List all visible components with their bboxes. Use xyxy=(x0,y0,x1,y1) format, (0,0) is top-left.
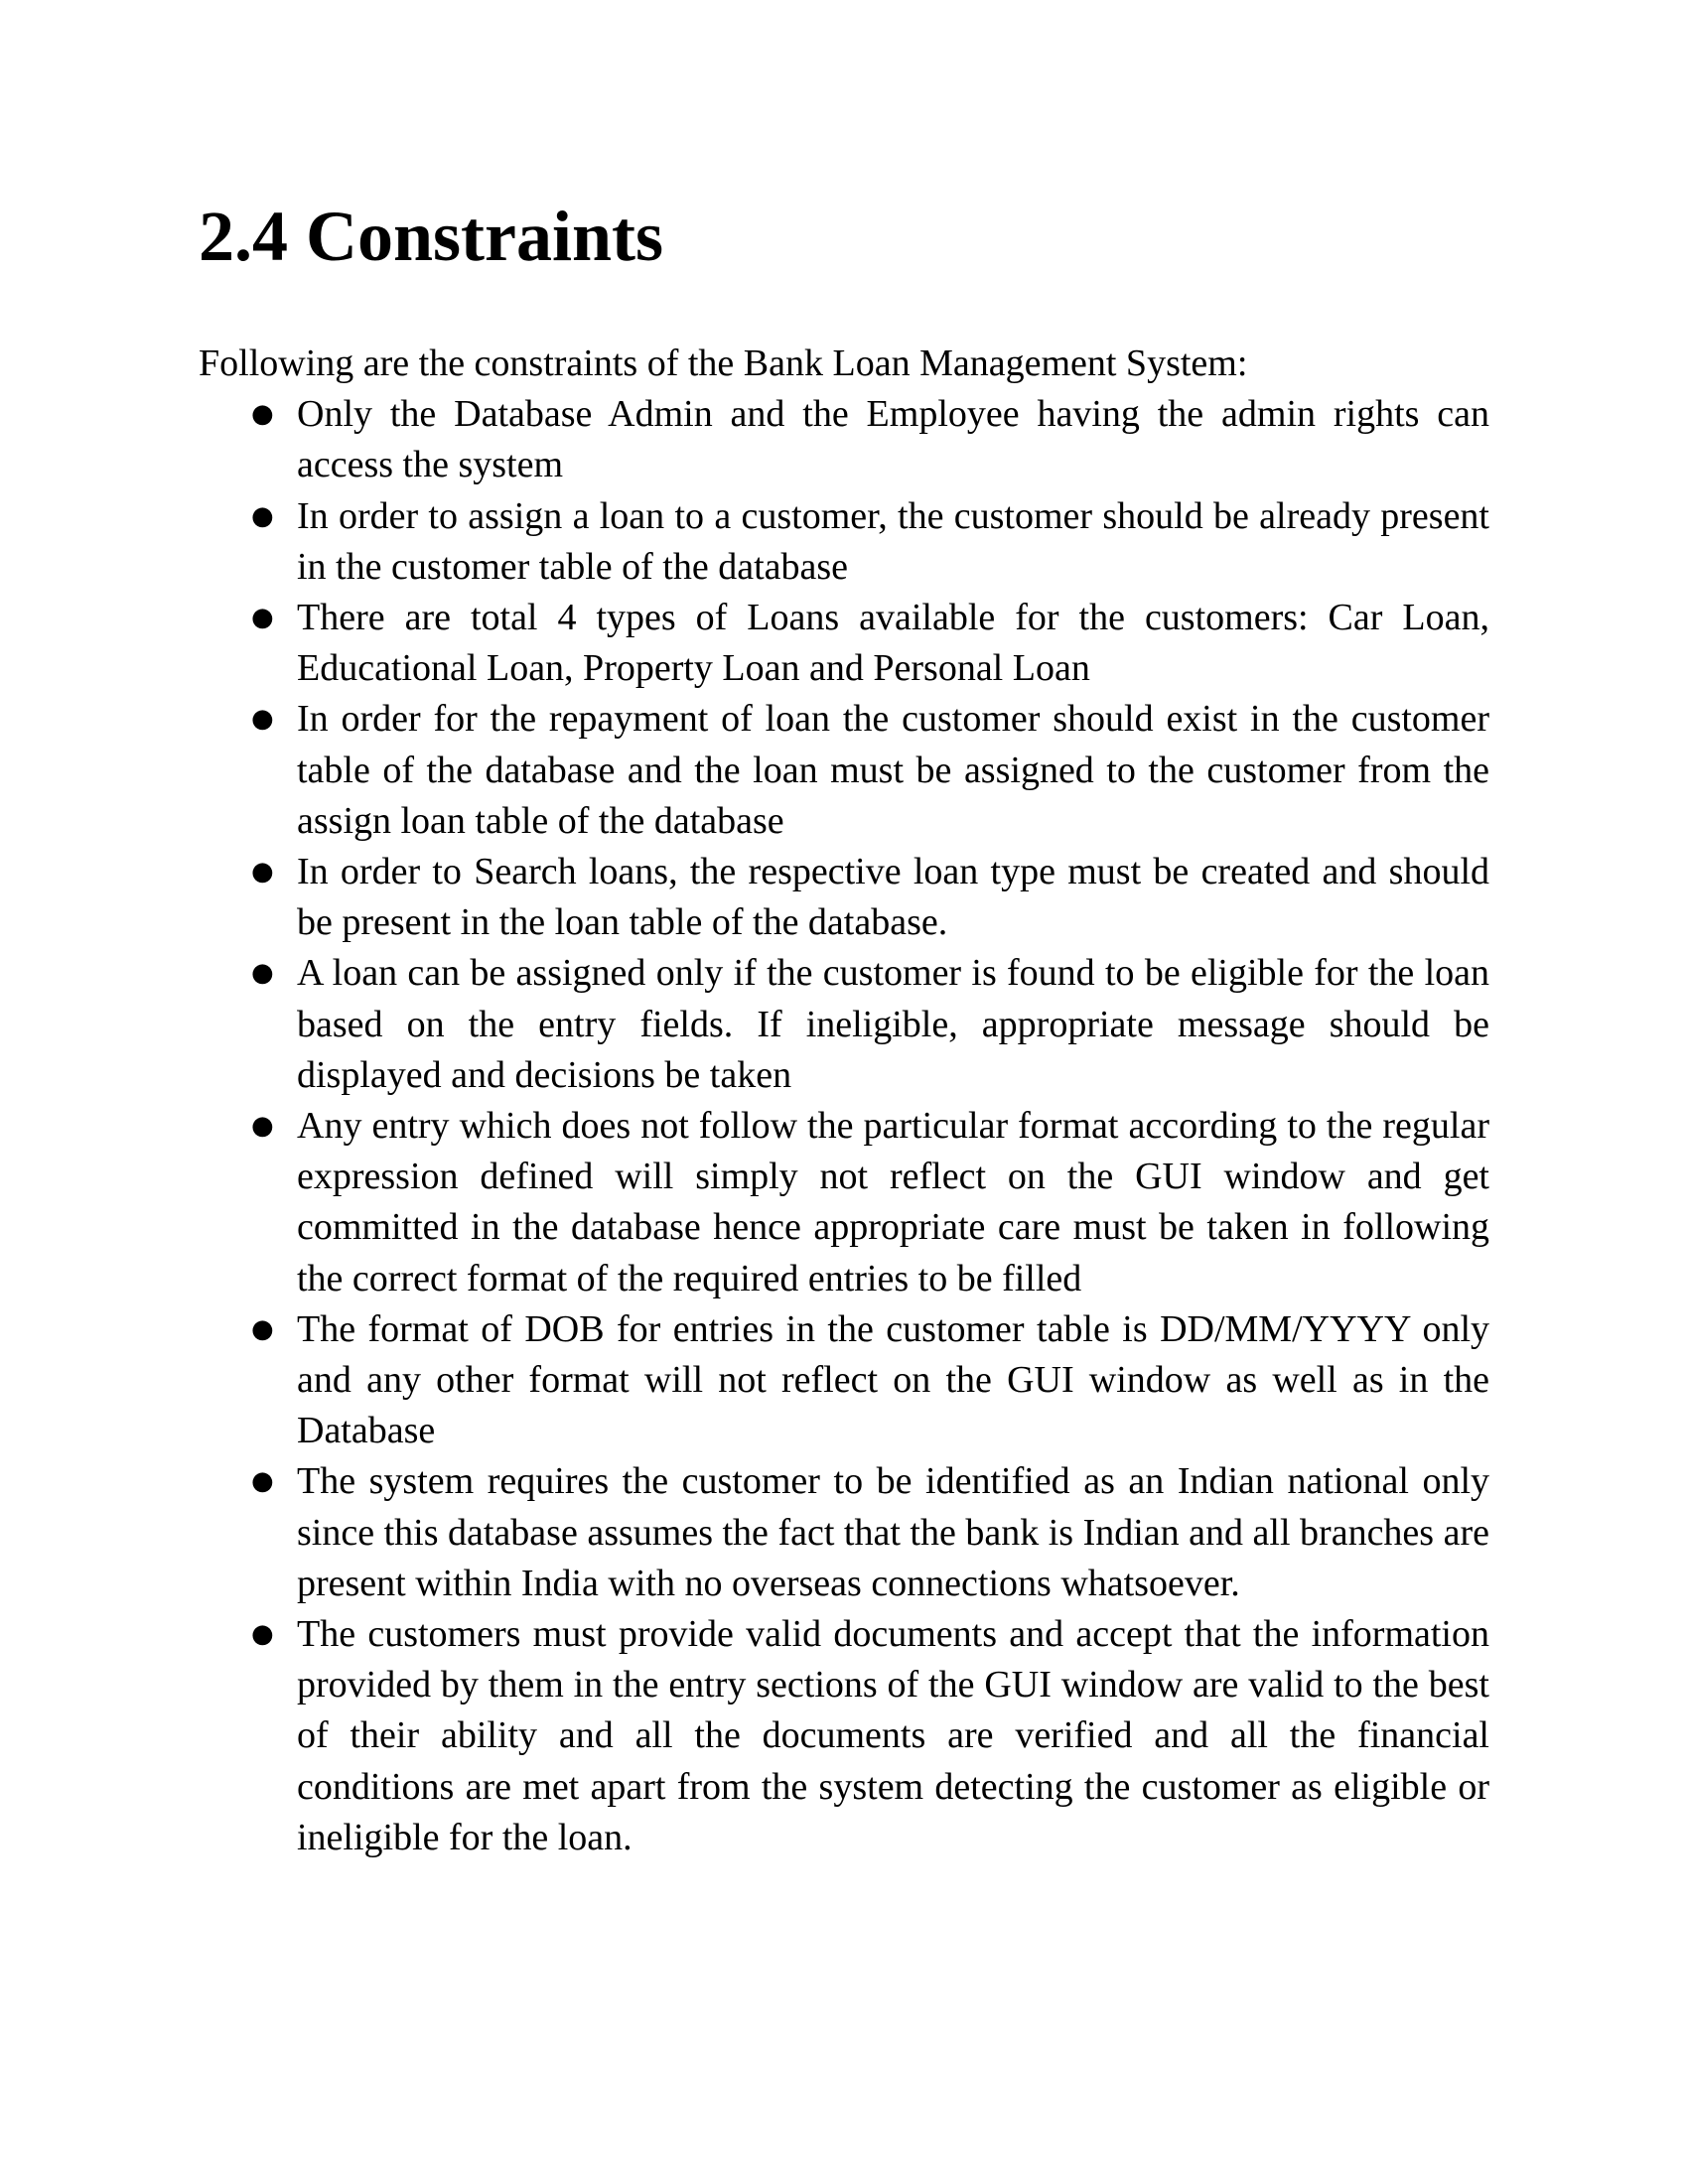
bullet-icon: ● xyxy=(251,1313,274,1344)
bullet-icon: ● xyxy=(251,704,274,735)
constraint-text: In order for the repayment of loan the customer should exist in the customer table of the database and the loan must be assigned to the customer from the assign loan table of the database xyxy=(297,698,1489,842)
constraint-text: In order to assign a loan to a customer, the customer should be already present in the customer table of the database xyxy=(297,494,1489,588)
constraint-item xyxy=(251,1609,1489,1863)
constraint-text: The customers must provide valid documents and accept that the information provided by them in the entry sections of the GUI window are valid to the best of their ability and all the documents are verified and all the financial conditions are met apart from the system detecting the customer as eligible or ineligible for the loan. xyxy=(297,1613,1489,1858)
section-title: 2.4 Constraints xyxy=(199,197,664,276)
intro-paragraph: Following are the constraints of the Bank Loan Management System: xyxy=(199,342,1248,384)
bullet-icon: ● xyxy=(251,857,274,887)
bullet-icon: ● xyxy=(251,1111,274,1142)
bullet-icon: ● xyxy=(251,399,274,430)
constraint-item xyxy=(251,847,1489,948)
constraint-item xyxy=(251,389,1489,490)
bullet-icon: ● xyxy=(251,603,274,633)
constraint-text: There are total 4 types of Loans available for the customers: Car Loan, Educational Loan, Property Loan and Personal Loan xyxy=(297,597,1489,690)
constraint-text: The format of DOB for entries in the customer table is DD/MM/YYYY only and any other format will not reflect on the GUI window as well as in the Database xyxy=(297,1307,1489,1452)
document-page xyxy=(199,189,1489,1863)
constraint-item xyxy=(251,1304,1489,1457)
constraint-text: In order to Search loans, the respective loan type must be created and should be present in the loan table of the database. xyxy=(297,851,1489,944)
bullet-icon: ● xyxy=(251,500,274,531)
constraint-item xyxy=(251,694,1489,847)
constraint-text: Any entry which does not follow the particular format according to the regular expression defined will simply not reflect on the GUI window and get committed in the database hence appropriate care must be taken in following the correct format of the required entries to be filled xyxy=(297,1105,1489,1299)
bullet-icon: ● xyxy=(251,1466,274,1497)
constraint-item xyxy=(251,593,1489,694)
constraint-item xyxy=(251,1101,1489,1304)
constraint-item xyxy=(251,1456,1489,1609)
constraint-list xyxy=(199,389,1489,1863)
constraint-text: The system requires the customer to be identified as an Indian national only since this database assumes the fact that the bank is Indian and all branches are present within India with no overseas connections whatsoever. xyxy=(297,1460,1489,1604)
constraint-text: A loan can be assigned only if the customer is found to be eligible for the loan based on the entry fields. If ineligible, appropriate message should be displayed and decisions be taken xyxy=(297,952,1489,1096)
constraint-item xyxy=(251,491,1489,593)
bullet-icon: ● xyxy=(251,1619,274,1650)
constraint-text: Only the Database Admin and the Employee having the admin rights can access the system xyxy=(297,393,1489,486)
bullet-icon: ● xyxy=(251,958,274,989)
constraint-item xyxy=(251,948,1489,1101)
